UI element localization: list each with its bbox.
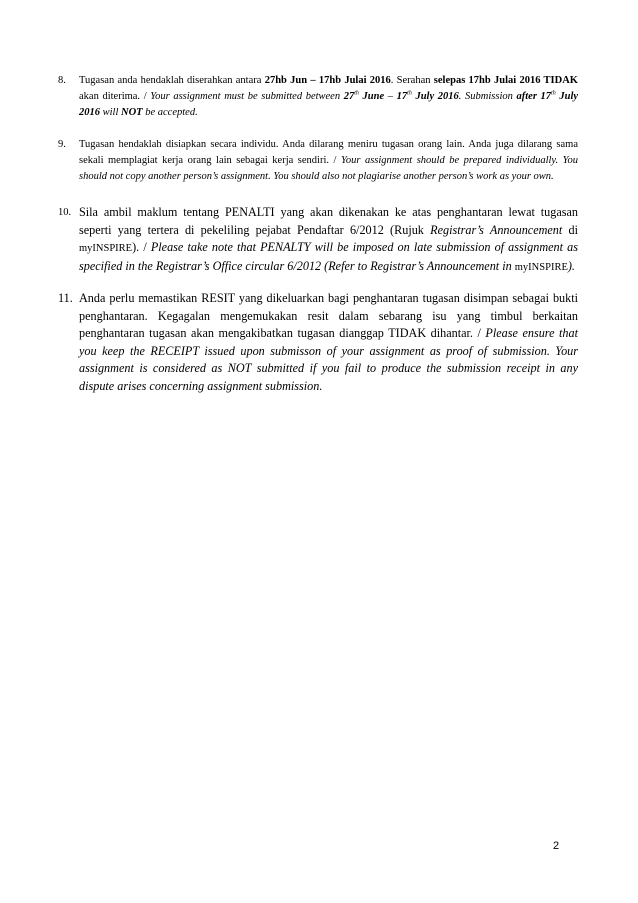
page-number: 2 (553, 840, 560, 852)
item-number: 8. (58, 75, 66, 86)
item-number: 10. (58, 207, 72, 218)
list-item-10 (58, 204, 578, 276)
item-number: 11. (58, 291, 73, 305)
item-text: Tugasan anda hendaklah diserahkan antara 27hb Jun – 17hb Julai 2016. Serahan selepas 17hb Julai 2016 TIDAK akan diterima. / Your assignment must be submitted between 27th June – 17th July 2016. Submission after 17th July 2016 will NOT be accepted. (79, 75, 579, 118)
item-number: 9. (58, 139, 66, 150)
list-item-11 (58, 290, 578, 395)
list-item-9 (58, 137, 578, 185)
list-item-8 (58, 73, 578, 121)
item-text: Sila ambil maklum tentang PENALTI yang akan dikenakan ke atas penghantaran lewat tugasan seperti yang tertera di pekeliling pejabat Pendaftar 6/2012 (Rujuk Registrar’s Announcement di myINSPIRE). / Please take note that PENALTY will be imposed on late submission of assignment as specified in the Registrar’s Office circular 6/2012 (Refer to Registrar’s Announcement in myINSPIRE). (79, 205, 579, 273)
item-text: Tugasan hendaklah disiapkan secara individu. Anda dilarang meniru tugasan orang lain. Anda juga dilarang sama sekali memplagiat kerja orang lain sebagai kerja sendiri. / Your assignment should be prepared individually. You should not copy another person’s assignment. You should also not plagiarise another person’s work as your own. (79, 139, 579, 182)
item-text: Anda perlu memastikan RESIT yang dikeluarkan bagi penghantaran tugasan disimpan sebagai bukti penghantaran. Kegagalan mengemukakan resit dalam sebarang isu yang timbul berkaitan penghantaran tugasan akan mengakibatkan tugasan dianggap TIDAK dihantar. / Please ensure that you keep the RECEIPT issued upon submisson of your assignment as proof of submission. Your assignment is considered as NOT submitted if you fail to produce the submission receipt in any dispute arises concerning assignment submission. (79, 291, 578, 393)
